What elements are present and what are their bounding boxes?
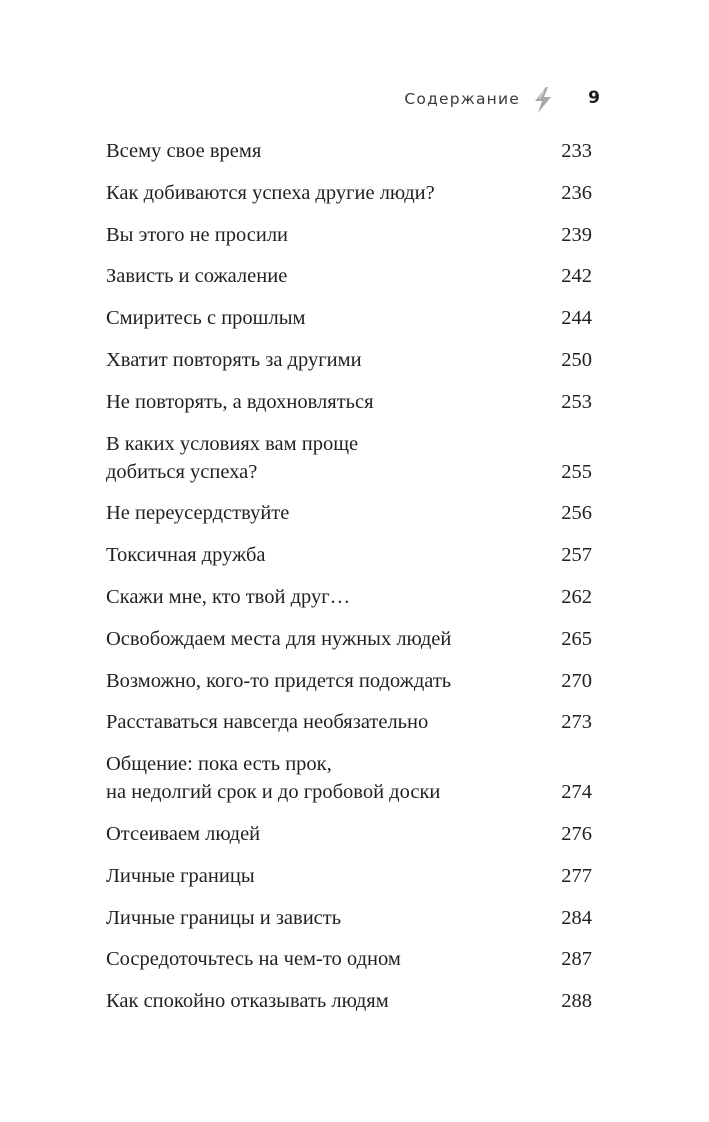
toc-entry[interactable] [106, 388, 592, 416]
toc-entry-title-line: Хватит повторять за другими [106, 348, 362, 371]
toc-entry[interactable] [106, 137, 592, 165]
toc-entry-title [106, 346, 362, 374]
toc-entry[interactable] [106, 987, 592, 1015]
toc-entry-page: 242 [561, 265, 592, 288]
toc-entry[interactable] [106, 262, 592, 290]
toc-entry-title-line: Всему свое время [106, 140, 262, 162]
toc-entry-title [106, 708, 428, 736]
toc-entry-title-line: Не повторять, а вдохновляться [106, 390, 374, 413]
toc-entry-page: 262 [561, 585, 592, 608]
toc-entry-title-line: Как спокойно отказывать людям [106, 990, 389, 1013]
toc-entry-page: 257 [561, 544, 592, 567]
toc-entry-title [106, 179, 435, 207]
toc-entry-title [106, 304, 305, 332]
toc-entry-title-line: Личные границы и зависть [106, 906, 342, 929]
toc-entry[interactable] [106, 541, 592, 569]
toc-entry-title [106, 750, 440, 806]
lightning-bolt-icon [530, 86, 556, 114]
toc-entry-page: 253 [561, 390, 592, 413]
section-title: Содержание [404, 90, 520, 108]
toc-entry-title-line: Не переусердствуйте [106, 502, 290, 525]
page-number: 9 [588, 88, 600, 108]
toc-entry[interactable] [106, 499, 592, 527]
toc-entry[interactable] [106, 667, 592, 695]
toc-entry-page: 277 [561, 864, 592, 887]
toc-entry-title [106, 945, 401, 973]
toc-entry-title-line: Как добиваются успеха другие люди? [106, 181, 435, 204]
toc-entry-title-line: Сосредоточьтесь на чем-то одном [106, 948, 401, 971]
toc-entry-page: 256 [561, 502, 592, 525]
toc-entry[interactable] [106, 221, 592, 249]
toc-entry-title-line: Токсичная дружба [106, 544, 266, 567]
table-of-contents [106, 137, 592, 1029]
toc-entry[interactable] [106, 862, 592, 890]
toc-entry-title [106, 987, 389, 1015]
toc-entry-title-line: Зависть и сожаление [106, 265, 288, 288]
toc-entry-page: 233 [561, 140, 592, 162]
running-header [0, 86, 600, 114]
toc-entry-page: 273 [561, 711, 592, 734]
toc-entry-title [106, 221, 288, 249]
toc-entry[interactable] [106, 304, 592, 332]
toc-entry-title-line: Личные границы [106, 864, 255, 887]
toc-entry-page: 284 [561, 906, 592, 929]
toc-entry-page: 276 [561, 822, 592, 845]
toc-entry-page: 288 [561, 990, 592, 1013]
toc-entry-page: 236 [561, 181, 592, 204]
toc-entry-page: 287 [561, 948, 592, 971]
toc-entry-page: 270 [561, 669, 592, 692]
toc-entry[interactable] [106, 179, 592, 207]
toc-entry-title-line: Освобождаем места для нужных людей [106, 627, 452, 650]
toc-entry-title-line: Смиритесь с прошлым [106, 307, 306, 330]
toc-entry-title-line: добиться успеха? [106, 460, 258, 483]
toc-entry-page: 255 [561, 460, 592, 483]
toc-entry[interactable] [106, 625, 592, 653]
toc-entry-title [106, 667, 451, 695]
toc-entry[interactable] [106, 708, 592, 736]
toc-entry[interactable] [106, 346, 592, 374]
toc-entry-title-line: Общение: пока есть прок, [106, 753, 332, 776]
toc-entry[interactable] [106, 583, 592, 611]
toc-entry-title-line: В каких условиях вам проще [106, 432, 359, 455]
toc-entry-title [106, 862, 255, 890]
toc-entry-title-line: на недолгий срок и до гробовой доски [106, 781, 441, 804]
toc-entry-page: 250 [561, 348, 592, 371]
toc-entry-title [106, 262, 287, 290]
toc-entry-title-line: Вы этого не просили [106, 223, 289, 246]
toc-entry-page: 244 [561, 307, 592, 330]
toc-entry[interactable] [106, 750, 592, 806]
toc-entry[interactable] [106, 820, 592, 848]
toc-entry-page: 274 [561, 781, 592, 804]
toc-entry-title [106, 499, 289, 527]
toc-entry-title [106, 430, 358, 486]
toc-entry-title-line: Расставаться навсегда необязательно [106, 711, 429, 734]
toc-entry[interactable] [106, 904, 592, 932]
toc-entry[interactable] [106, 945, 592, 973]
toc-entry-title [106, 625, 451, 653]
toc-entry-title-line: Отсеиваем людей [106, 822, 261, 845]
toc-entry-title [106, 583, 350, 611]
toc-entry-title-line: Скажи мне, кто твой друг… [106, 585, 351, 608]
toc-entry-title [106, 904, 341, 932]
toc-entry-title [106, 820, 260, 848]
toc-entry-title [106, 388, 374, 416]
toc-entry-title [106, 541, 266, 569]
toc-entry-page: 265 [561, 627, 592, 650]
toc-entry-title-line: Возможно, кого-то придется подождать [106, 669, 452, 692]
toc-entry[interactable] [106, 430, 592, 486]
toc-entry-title [106, 137, 261, 165]
toc-entry-page: 239 [561, 223, 592, 246]
